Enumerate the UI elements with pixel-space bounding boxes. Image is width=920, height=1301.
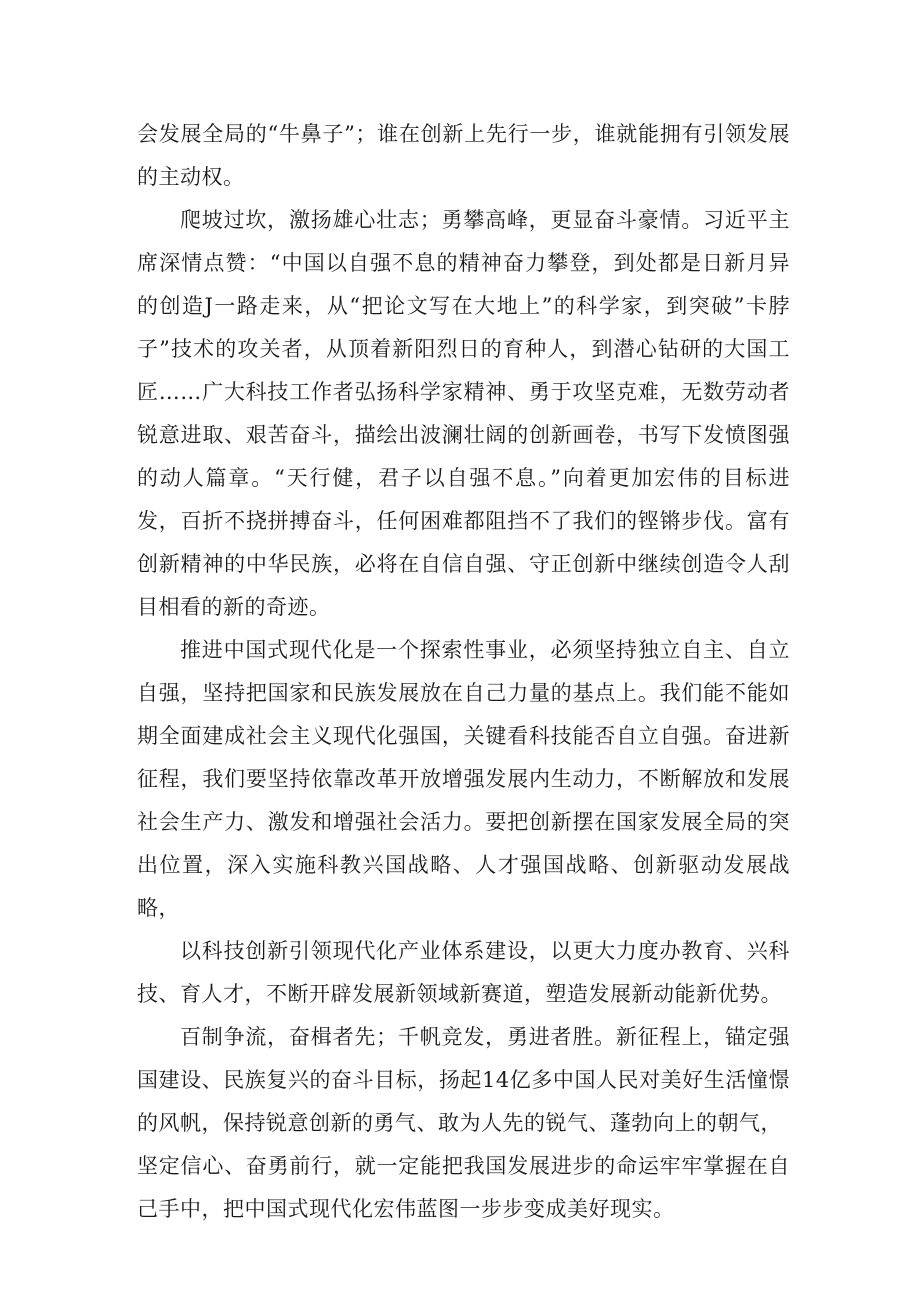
paragraph-4: 以科技创新引领现代化产业体系建设，以更大力度办教育、兴科技、育人才，不断开辟发展新领域新赛道，塑造发展新动能新优势。 <box>137 939 790 1006</box>
document-body <box>137 113 790 1231</box>
paragraph-5: 百制争流，奋楫者先；千帆竞发，勇进者胜。新征程上，锚定强国建设、民族复兴的奋斗目标，扬起14亿多中国人民对美好生活憧憬的风帆，保持锐意创新的勇气、敢为人先的锐气、蓬勃向上的朝气， <box>137 1025 790 1135</box>
paragraph-2: 爬坡过坎，激扬雄心壮志；勇攀高峰，更显奋斗豪情。习近平主席深情点赞：“中国以自强不息的精神奋力攀登，到处都是日新月异的创造J一路走来，从“把论文写在大地上”的科学家，到突破”卡脖子”技术的攻关者，从顶着新阳烈日的育种人，到潜心钻研的大国工匠……广大科技工作者弘扬科学家精神、勇于攻坚克难，无数劳动者锐意进取、艰苦奋斗，描绘出波澜壮阔的创新画卷，书写下发愤图强的动人篇章。“天行健，君子以自强不息。”向着更加宏伟的目标进发，百折不挠拼搏奋斗，任何困难都阻挡不了我们的铿锵步伐。富有创新精神的中华民族，必将在自信自强、守正创新中继续创造令人刮目相看的新的奇迹。 <box>137 208 790 619</box>
paragraph-6: 坚定信心、奋勇前行，就一定能把我国发展进步的命运牢牢掌握在自己手中，把中国式现代化宏伟蓝图一步步变成美好现实。 <box>137 1154 790 1221</box>
paragraph-3: 推进中国式现代化是一个探索性事业，必须坚持独立自主、自立自强，坚持把国家和民族发展放在自己力量的基点上。我们能不能如期全面建成社会主义现代化强国，关键看科技能否自立自强。奋进新征程，我们要坚持依靠改革开放增强发展内生动力，不断解放和发展社会生产力、激发和增强社会活力。要把创新摆在国家发展全局的突出位置，深入实施科教兴国战略、人才强国战略、创新驱动发展战略， <box>137 638 790 920</box>
paragraph-1: 会发展全局的“牛鼻子”；谁在创新上先行一步，谁就能拥有引领发展的主动权。 <box>137 122 790 189</box>
